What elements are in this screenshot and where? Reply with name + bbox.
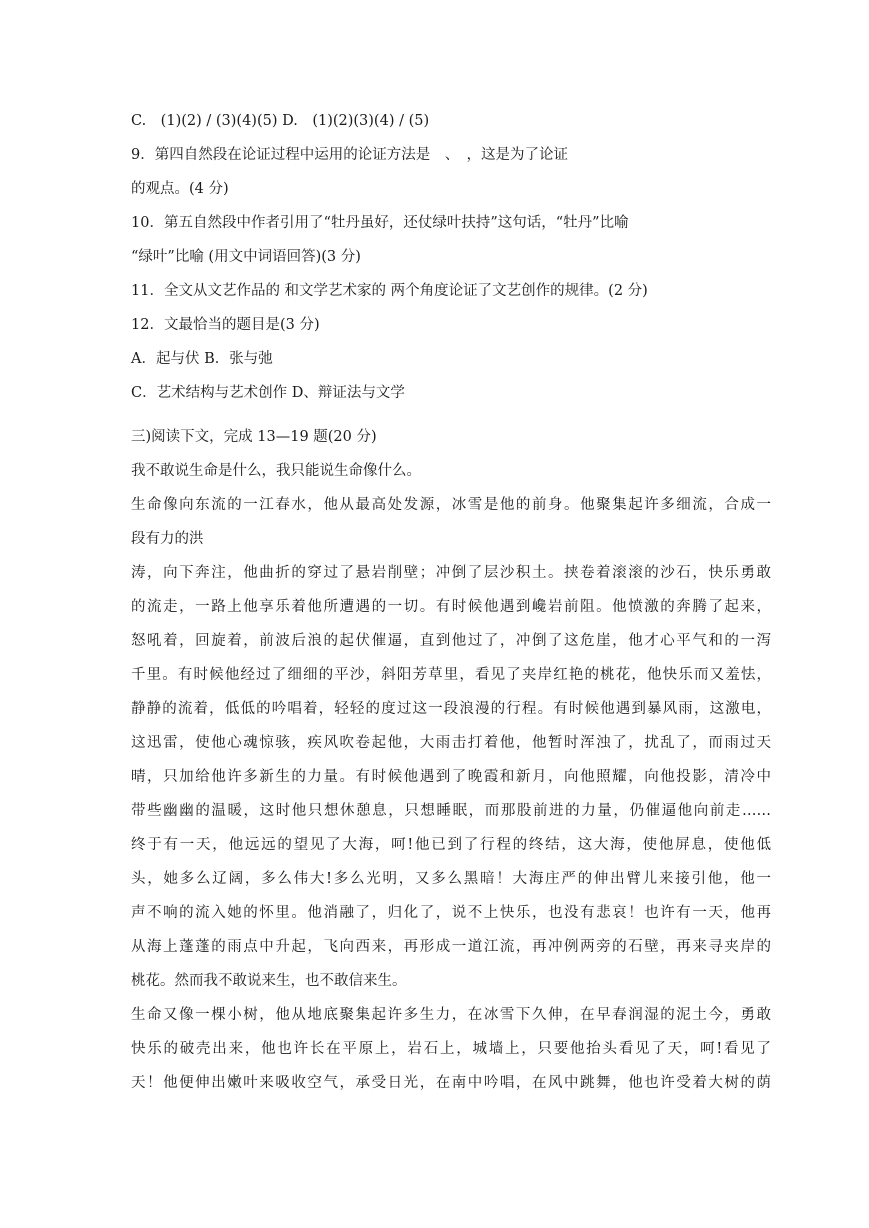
passage-line: 天！他便伸出嫩叶来吸收空气，承受日光，在南中吟唱，在风中跳舞，他也许受着大树的荫: [131, 1075, 771, 1091]
passage-line: 涛，向下奔注，他曲折的穿过了悬岩削壁；冲倒了层沙积土。挟卷着滚滚的沙石，快乐勇敢: [131, 565, 771, 581]
passage-line: 千里。有时候他经过了细细的平沙，斜阳芳草里，看见了夹岸红艳的桃花，他快乐而又羞怯，: [131, 667, 771, 683]
passage-line: 我不敢说生命是什么，我只能说生命像什么。: [131, 463, 421, 479]
document-page: [131, 110, 771, 1106]
q11: 11．全文从文艺作品的 和文学艺术家的 两个角度论证了文艺创作的规律。(2 分): [131, 283, 648, 299]
q12: 12．文最恰当的题目是(3 分): [131, 317, 320, 333]
passage-line: 静静的流着，低低的吟唱着，轻轻的度过这一段浪漫的行程。有时候他遇到暴风雨，这激电，: [131, 701, 771, 717]
passage-line: 声不响的流入她的怀里。他消融了，归化了，说不上快乐，也没有悲哀！也许有一天，他再: [131, 905, 771, 921]
q9-line-2: 的观点。(4 分): [131, 181, 229, 197]
passage-line: 生命像向东流的一江春水，他从最高处发源，冰雪是他的前身。他聚集起许多细流，合成一: [131, 497, 771, 513]
q10-line-1: 10．第五自然段中作者引用了“牡丹虽好，还仗绿叶扶持”这句话，“牡丹”比喻: [131, 215, 629, 231]
passage-line: 怒吼着，回旋着，前波后浪的起伏催逼，直到他过了，冲倒了这危崖，他才心平气和的一泻: [131, 633, 771, 649]
q9-line-1: 9．第四自然段在论证过程中运用的论证方法是 、 ，这是为了论证: [131, 147, 568, 163]
passage-line: 段有力的洪: [131, 531, 204, 547]
passage-line: 头，她多么辽阔，多么伟大!多么光明，又多么黑暗！大海庄严的伸出臂儿来接引他，他一: [131, 871, 771, 887]
section-3-heading: 三)阅读下文，完成 13—19 题(20 分): [131, 429, 377, 445]
passage-line: 生命又像一棵小树，他从地底聚集起许多生力，在冰雪下久伸，在早春润湿的泥土今，勇敢: [131, 1007, 771, 1023]
passage-line: 的流走，一路上他享乐着他所遭遇的一切。有时候他遇到巉岩前阻。他愤激的奔腾了起来，: [131, 599, 771, 615]
q12-options-ab: A．起与伏 B．张与弛: [131, 351, 273, 367]
passage-line: 晴，只加给他许多新生的力量。有时候他遇到了晚霞和新月，向他照耀，向他投影，清冷中: [131, 769, 771, 785]
q12-options-cd: C．艺术结构与艺术创作 D、辩证法与文学: [131, 385, 405, 401]
passage-line: 从海上蓬蓬的雨点中升起，飞向西来，再形成一道江流，再冲例两旁的石壁，再来寻夹岸的: [131, 939, 771, 955]
passage-line: 终于有一天，他远远的望见了大海，呵!他已到了行程的终结，这大海，使他屏息，使他低: [131, 837, 771, 853]
passage-line: 桃花。然而我不敢说来生，也不敢信来生。: [131, 973, 407, 989]
q8-options-cd: C. (1)(2) / (3)(4)(5) D. (1)(2)(3)(4) / (5): [131, 113, 430, 129]
q10-line-2: “绿叶”比喻 (用文中词语回答)(3 分): [131, 249, 361, 265]
passage-line: 这迅雷，使他心魂惊骇，疾风吹卷起他，大雨击打着他，他暂时浑浊了，扰乱了，而雨过天: [131, 735, 771, 751]
passage-line: 带些幽幽的温暖，这时他只想休憩息，只想睡眠，而那股前进的力量，仍催逼他向前走……: [131, 803, 771, 819]
passage-line: 快乐的破壳出来，他也许长在平原上，岩石上，城墙上，只要他抬头看见了天，呵!看见了: [131, 1041, 771, 1057]
